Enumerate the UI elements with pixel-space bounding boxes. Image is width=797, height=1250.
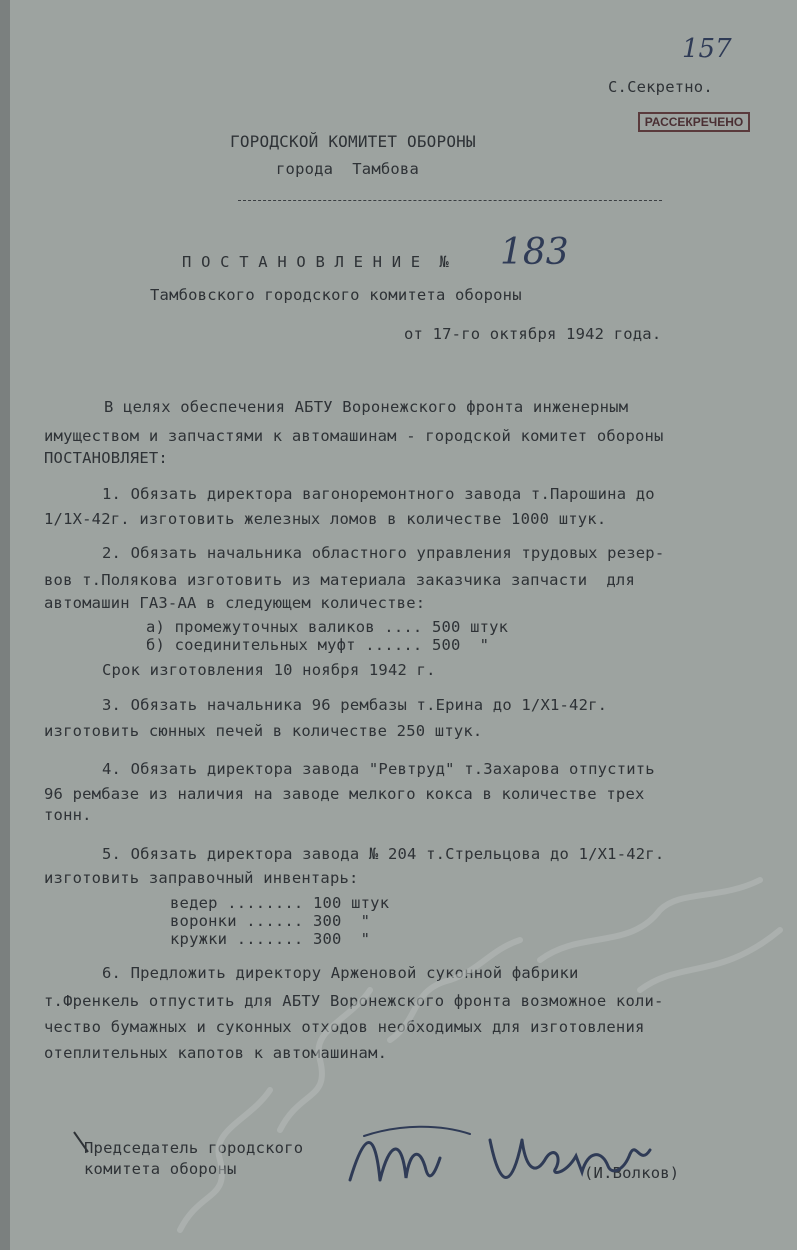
signature-title: Председатель городского <box>84 1139 304 1157</box>
paragraph-3-line: 3. Обязать начальника 96 рембазы т.Ерина до 1/Х1-42г. <box>102 696 608 714</box>
paragraph-5-line: 5. Обязать директора завода № 204 т.Стрельцова до 1/Х1-42г. <box>102 845 665 863</box>
paragraph-5-line: изготовить заправочный инвентарь: <box>44 869 359 887</box>
scan-edge <box>0 0 10 1250</box>
paragraph-4-line: 96 рембазе из наличия на заводе мелкого кокса в количестве трех <box>44 785 645 803</box>
declassified-stamp: РАССЕКРЕЧЕНО <box>638 112 750 132</box>
document-page <box>10 0 797 1250</box>
handwritten-signature <box>340 1110 700 1200</box>
date-line: от 17-го октября 1942 года. <box>404 325 662 343</box>
paragraph-4-line: 4. Обязать директора завода "Ревтруд" т.Захарова отпустить <box>102 760 655 778</box>
paragraph-3-line: изготовить сюнных печей в количестве 250 штук. <box>44 722 483 740</box>
paragraph-5-item: кружки ....... 300 " <box>170 930 371 948</box>
margin-mark-icon <box>70 1128 94 1158</box>
paragraph-2-line: автомашин ГАЗ-АА в следующем количестве: <box>44 594 426 612</box>
handwritten-resolution-number: 183 <box>500 232 569 273</box>
intro-line: В целях обеспечения АБТУ Воронежского фронта инженерным <box>104 398 629 416</box>
committee-city: города Тамбова <box>276 160 419 178</box>
paragraph-5-item: воронки ...... 300 " <box>170 912 371 930</box>
paragraph-6-line: 6. Предложить директору Арженовой суконной фабрики <box>102 964 579 982</box>
signatory-name: (И.Волков) <box>584 1164 680 1182</box>
secrecy-mark: С.Секретно. <box>608 78 713 96</box>
header-divider <box>238 200 662 201</box>
intro-line: имуществом и запчастями к автомашинам - городской комитет обороны <box>44 427 664 445</box>
issuer-line: Тамбовского городского комитета обороны <box>150 286 522 304</box>
paragraph-2-line: вов т.Полякова изготовить из материала заказчика запчасти для <box>44 571 635 589</box>
paragraph-6-line: отеплительных капотов к автомашинам. <box>44 1044 388 1062</box>
paragraph-2-item: а) промежуточных валиков .... 500 штук <box>146 618 509 636</box>
intro-line: ПОСТАНОВЛЯЕТ: <box>44 449 168 467</box>
paragraph-4-line: тонн. <box>44 806 92 824</box>
paragraph-6-line: чество бумажных и суконных отходов необходимых для изготовления <box>44 1018 645 1036</box>
resolution-label: П О С Т А Н О В Л Е Н И Е № <box>182 253 449 271</box>
paragraph-2-line: 2. Обязать начальника областного управления трудовых резер- <box>102 544 665 562</box>
paragraph-2-deadline: Срок изготовления 10 ноября 1942 г. <box>102 661 436 679</box>
paragraph-2-item: б) соединительных муфт ...... 500 " <box>146 636 490 654</box>
committee-name: ГОРОДСКОЙ КОМИТЕТ ОБОРОНЫ <box>230 132 476 151</box>
paragraph-5-item: ведер ........ 100 штук <box>170 894 390 912</box>
paragraph-1-line: 1/1Х-42г. изготовить железных ломов в количестве 1000 штук. <box>44 510 607 528</box>
paragraph-1-line: 1. Обязать директора вагоноремонтного завода т.Парошина до <box>102 485 655 503</box>
signature-title: комитета обороны <box>84 1160 237 1178</box>
handwritten-page-number: 157 <box>682 34 732 64</box>
paragraph-6-line: т.Френкель отпустить для АБТУ Воронежского фронта возможное коли- <box>44 992 664 1010</box>
